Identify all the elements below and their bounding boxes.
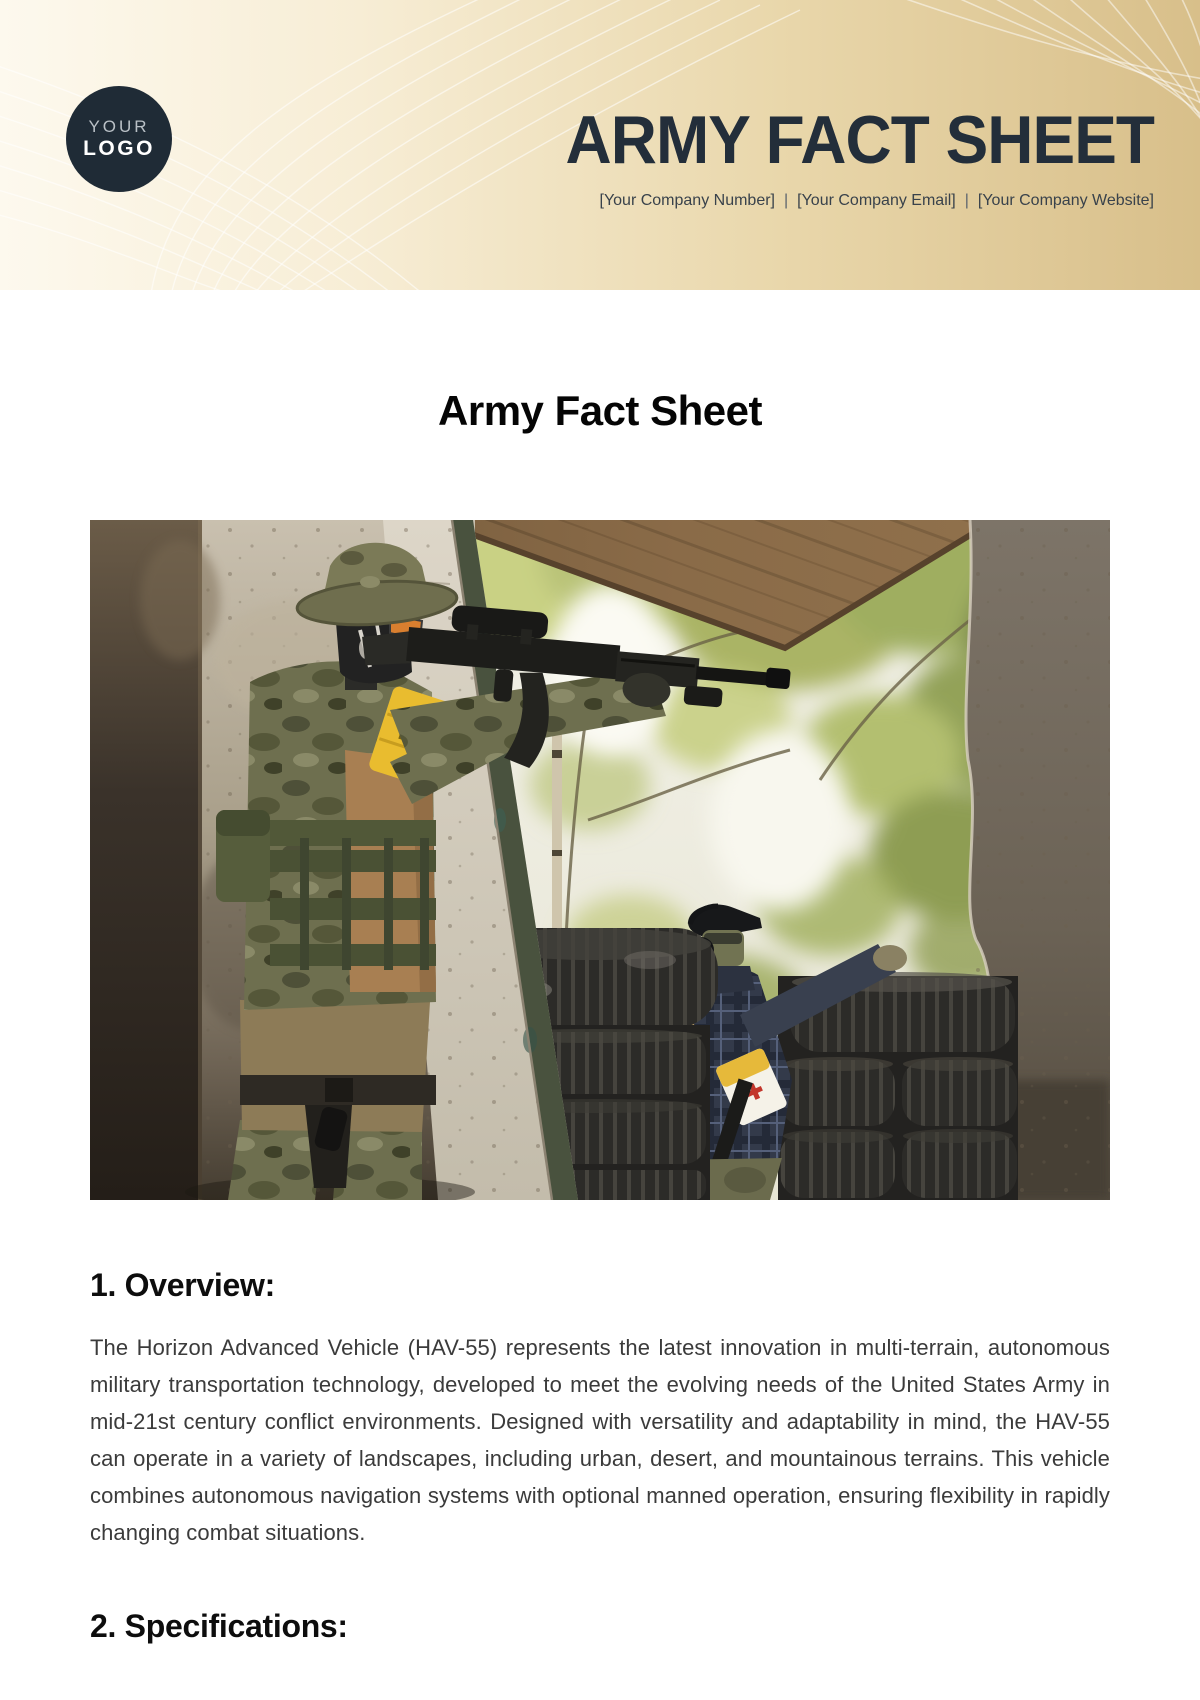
document-body [0, 290, 1200, 1645]
company-email-placeholder: [Your Company Email] [797, 192, 956, 209]
crouching-soldier-glove [873, 945, 907, 971]
army-training-photo-illustration [90, 520, 1110, 1200]
section-heading-specifications: 2. Specifications: [90, 1607, 348, 1644]
company-number-placeholder: [Your Company Number] [599, 192, 775, 209]
overview-paragraph: The Horizon Advanced Vehicle (HAV-55) represents the latest innovation in multi-terrain, autonomous military transportation technology, developed to meet the evolving needs of the United States Army in mid-21st century conflict environments. Designed with versatility and adaptability in mind, the HAV-55 can operate in a variety of landscapes, including urban, desert, and mountainous terrains. This vehicle combines autonomous navigation systems with optional manned operation, ensuring flexibility in rapidly changing combat situations. [90, 1334, 1110, 1545]
page-header [0, 0, 1200, 290]
army-training-photo [90, 520, 1110, 1200]
contact-separator: | [964, 192, 969, 209]
logo-text-logo: LOGO [83, 136, 155, 160]
header-contact-line [528, 192, 1154, 210]
company-website-placeholder: [Your Company Website] [977, 192, 1154, 209]
section-heading-overview: 1. Overview: [90, 1267, 275, 1304]
header-title: ARMY FACT SHEET [565, 102, 1154, 178]
logo-text-your: YOUR [88, 117, 150, 137]
standing-soldier-side-pouch [216, 810, 270, 902]
header-title-block [528, 102, 1154, 210]
page-title: Army Fact Sheet [438, 387, 762, 434]
contact-separator: | [784, 192, 789, 209]
company-logo [66, 86, 172, 192]
photo-left-wall [90, 520, 220, 1200]
